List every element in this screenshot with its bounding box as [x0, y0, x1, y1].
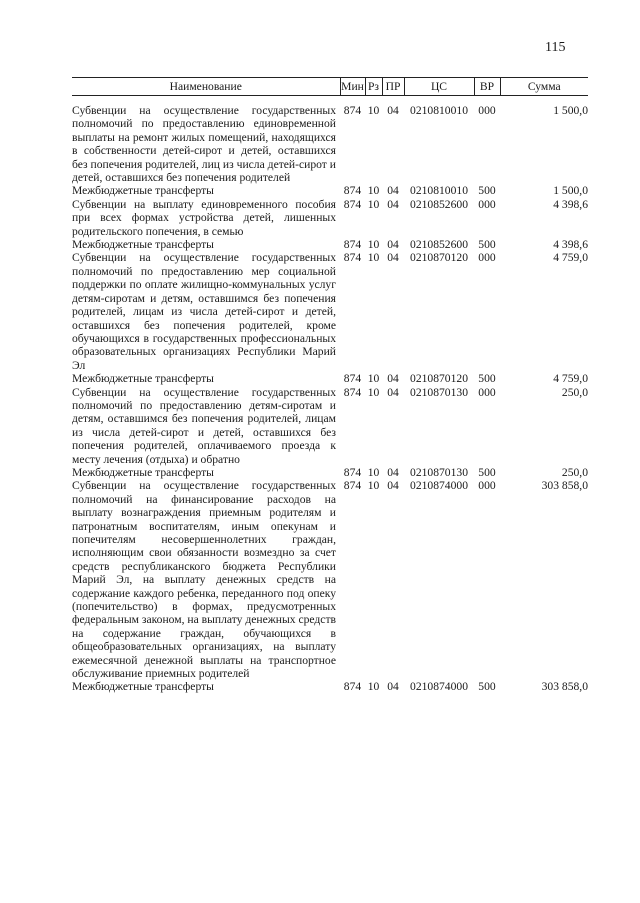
row-min: 874 — [343, 680, 362, 694]
row-vr: 500 — [478, 465, 496, 479]
table-row — [72, 372, 588, 385]
row-min: 874 — [343, 479, 362, 493]
row-rz: 10 — [367, 251, 380, 265]
table-row — [72, 251, 588, 372]
row-pr: 04 — [387, 104, 399, 117]
row-cs: 0210810010 — [410, 104, 468, 117]
row-name: Субвенции на осуществление государственных полномочий на финансирование расходов на выплату вознаграждения приемным родителям и патронатным воспитателям, иным опекунам и попечителям несовершеннолетних граждан, исполняющим свои обязанности возмездно за счет средств республиканского бюджета Республики Марий Эл, на выплату денежных средств на содержание каждого ребенка, переданного под опеку (попечительство) в формах, предусмотренных федеральным законом, на выплату денежных средств на содержание граждан, обучающихся в общеобразовательных организациях, на выплату ежемесячной денежной выплаты на транспортное обслуживание приемных родителей — [72, 479, 336, 681]
row-pr: 04 — [387, 385, 399, 399]
header-name: Наименование — [72, 78, 340, 96]
row-cs: 0210870120 — [410, 251, 468, 265]
row-cs: 0210870120 — [410, 372, 468, 386]
row-name: Межбюджетные трансферты — [72, 372, 214, 386]
row-sum: 4 759,0 — [553, 372, 588, 386]
row-min: 874 — [343, 385, 362, 399]
row-vr: 500 — [478, 680, 496, 694]
row-min: 874 — [343, 184, 362, 198]
row-name: Межбюджетные трансферты — [72, 680, 214, 694]
row-vr: 500 — [478, 238, 496, 252]
row-pr: 04 — [387, 197, 399, 211]
page-number: 115 — [545, 40, 566, 55]
row-pr: 04 — [387, 184, 399, 198]
header-min: Мин — [340, 78, 365, 96]
row-name: Субвенции на осуществление государственных полномочий по предоставлению мер социальной поддержки по оплате жилищно-коммунальных услуг детям-сиротам и детям, оставшимся без попечения родителей, лицам из числа детей-сирот и детей, оставшихся без попечения родителей, кроме обучающихся в государственных профессиональных образовательных организациях Республики Марий Эл — [72, 251, 336, 372]
row-cs: 0210874000 — [410, 479, 468, 493]
row-min: 874 — [343, 104, 362, 117]
row-sum: 303 858,0 — [541, 680, 588, 694]
row-pr: 04 — [387, 680, 399, 694]
row-vr: 500 — [478, 184, 496, 198]
row-cs: 0210852600 — [410, 238, 468, 252]
row-min: 874 — [343, 238, 362, 252]
row-vr: 500 — [478, 372, 496, 386]
row-min: 874 — [343, 197, 362, 211]
table-row — [72, 386, 588, 466]
row-sum: 1 500,0 — [553, 104, 588, 117]
row-rz: 10 — [367, 238, 380, 252]
row-pr: 04 — [387, 238, 399, 252]
row-min: 874 — [343, 372, 362, 386]
budget-table — [72, 77, 588, 694]
row-vr: 000 — [478, 251, 496, 265]
table-row — [72, 184, 588, 197]
table-header — [72, 78, 588, 96]
row-name: Субвенции на осуществление государственных полномочий по предоставлению единовременной выплаты на ремонт жилых помещений, находящихся в собственности детей-сирот и детей, оставшихся без попечения родителей, лиц из числа детей-сирот и детей, оставшихся без попечения родителей — [72, 104, 336, 185]
table-row — [72, 96, 588, 185]
row-sum: 250,0 — [561, 465, 588, 479]
row-min: 874 — [343, 465, 362, 479]
row-name: Субвенции на осуществление государственных полномочий по предоставлению детям-сиротам и детям, оставшимся без попечения родителей, лицам из числа детей-сирот и детей, оставшихся без попечения родителей, оплачиваемого проезда к месту лечения (отдыха) и обратно — [72, 385, 336, 466]
row-vr: 000 — [478, 104, 496, 117]
header-rz: Рз — [365, 78, 382, 96]
row-rz: 10 — [367, 184, 380, 198]
row-pr: 04 — [387, 372, 399, 386]
row-sum: 4 759,0 — [553, 251, 588, 265]
row-rz: 10 — [367, 680, 380, 694]
row-rz: 10 — [367, 465, 380, 479]
table-row — [72, 680, 588, 693]
row-rz: 10 — [367, 197, 380, 211]
row-rz: 10 — [367, 479, 380, 493]
row-sum: 250,0 — [561, 385, 588, 399]
table-row — [72, 198, 588, 238]
row-sum: 4 398,6 — [553, 238, 588, 252]
header-sum: Сумма — [500, 78, 588, 96]
row-name: Субвенции на выплату единовременного пособия при всех формах устройства детей, лишенных родительского попечения, в семью — [72, 197, 336, 238]
row-vr: 000 — [478, 385, 496, 399]
header-cs: ЦС — [404, 78, 474, 96]
row-cs: 0210870130 — [410, 385, 468, 399]
row-cs: 0210852600 — [410, 197, 468, 211]
row-rz: 10 — [367, 104, 380, 117]
row-sum: 4 398,6 — [553, 197, 588, 211]
row-rz: 10 — [367, 385, 380, 399]
row-cs: 0210810010 — [410, 184, 468, 198]
table-row — [72, 466, 588, 479]
table-body — [72, 96, 588, 694]
row-vr: 000 — [478, 479, 496, 493]
table-row — [72, 238, 588, 251]
row-name: Межбюджетные трансферты — [72, 465, 214, 479]
row-pr: 04 — [387, 479, 399, 493]
row-pr: 04 — [387, 251, 399, 265]
row-sum: 303 858,0 — [541, 479, 588, 493]
row-pr: 04 — [387, 465, 399, 479]
row-cs: 0210874000 — [410, 680, 468, 694]
row-min: 874 — [343, 251, 362, 265]
row-rz: 10 — [367, 372, 380, 386]
row-name: Межбюджетные трансферты — [72, 184, 214, 198]
row-name: Межбюджетные трансферты — [72, 238, 214, 252]
header-vr: ВР — [474, 78, 500, 96]
row-sum: 1 500,0 — [553, 184, 588, 198]
row-vr: 000 — [478, 197, 496, 211]
header-pr: ПР — [382, 78, 404, 96]
table-row — [72, 479, 588, 680]
row-cs: 0210870130 — [410, 465, 468, 479]
